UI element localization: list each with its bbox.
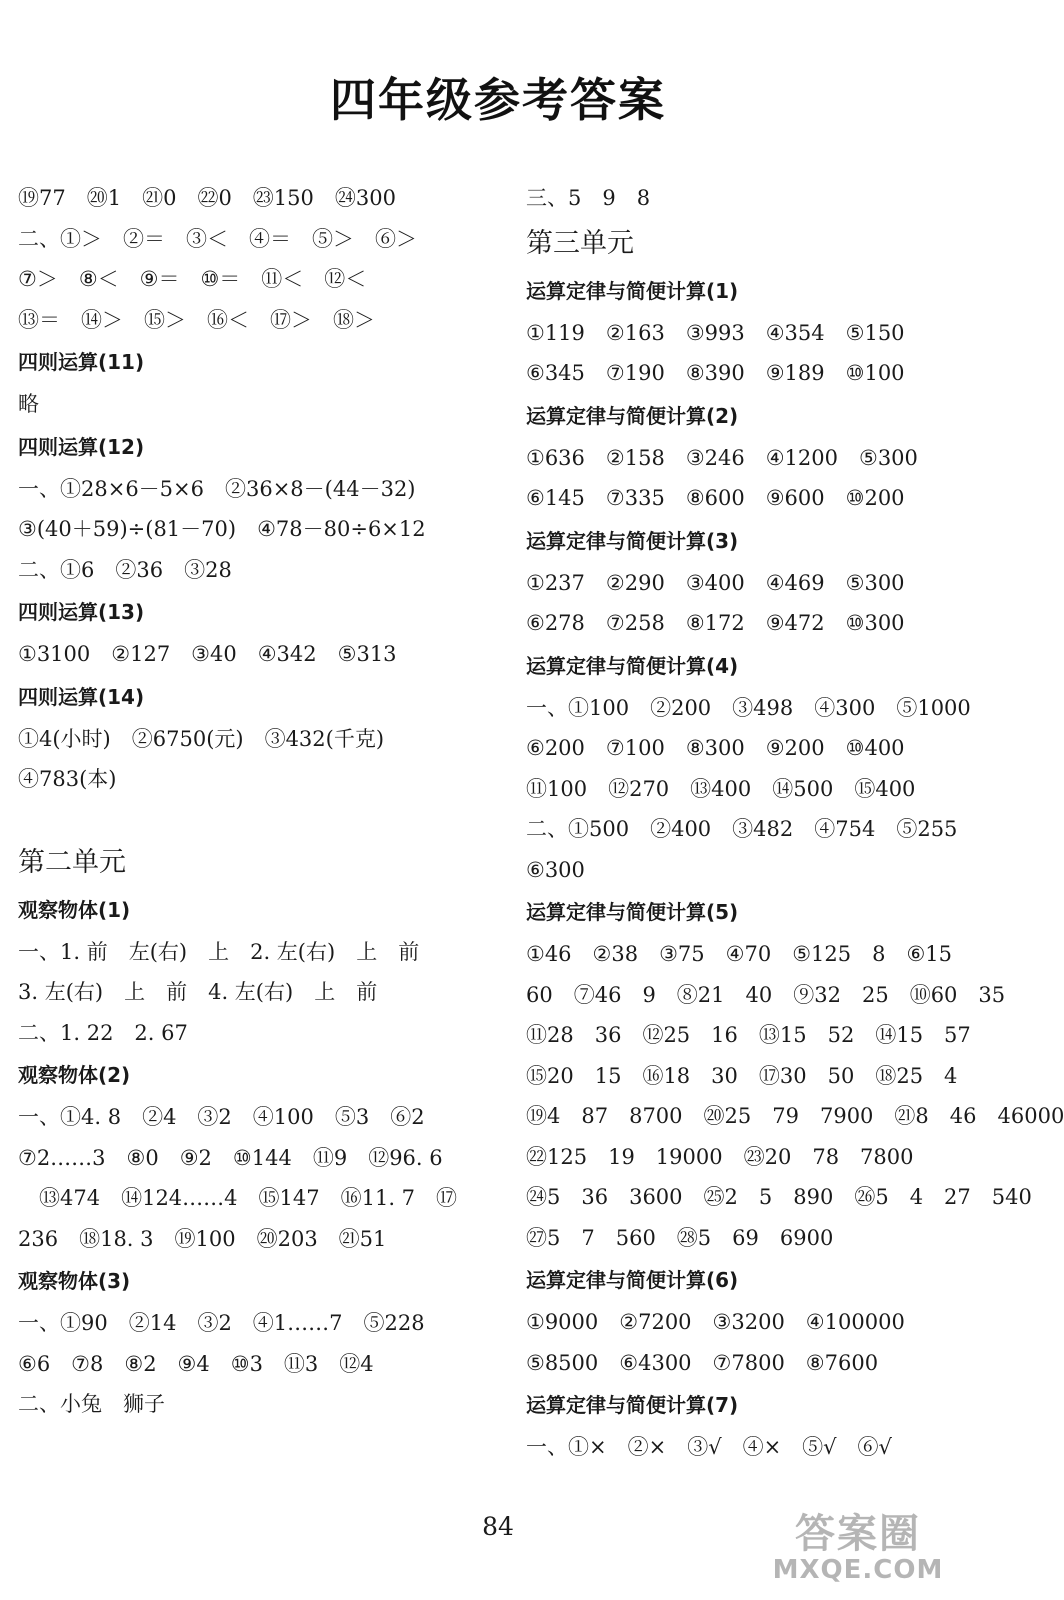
watermark-url: MXQE.COM (772, 1555, 944, 1585)
answer-line: ⑤8500 ⑥4300 ⑦7800 ⑧7600 (526, 1350, 879, 1375)
answer-line: ㉒125 19 19000 ㉓20 78 7800 (526, 1144, 914, 1169)
answer-line: 一、①90 ②14 ③2 ④1……7 ⑤228 (18, 1311, 425, 1335)
section-heading: 四则运算(14) (18, 684, 145, 709)
page-number: 84 (482, 1512, 514, 1541)
answer-line: ①119 ②163 ③993 ④354 ⑤150 (526, 320, 905, 345)
watermark-text: 答案圈 (795, 1511, 921, 1557)
answer-line: ③(40＋59)÷(81－70) ④78－80÷6×12 (18, 517, 426, 541)
answer-line: ㉔5 36 3600 ㉕2 5 890 ㉖5 4 27 540 (526, 1185, 1032, 1209)
answer-line: ⑪100 ⑫270 ⑬400 ⑭500 ⑮400 (526, 776, 916, 801)
section-heading: 观察物体(3) (18, 1269, 131, 1293)
answer-line: ⑥6 ⑦8 ⑧2 ⑨4 ⑩3 ⑪3 ⑫4 (18, 1351, 374, 1376)
answer-line: ⑥200 ⑦100 ⑧300 ⑨200 ⑩400 (526, 736, 905, 760)
left-column (18, 178, 498, 1425)
answer-line: ④783(本) (18, 767, 117, 791)
section-heading: 四则运算(13) (18, 600, 145, 624)
answer-line: 略 (18, 392, 39, 416)
section-heading: 运算定律与简便计算(6) (526, 1268, 739, 1292)
answer-line: ⑮20 15 ⑯18 30 ⑰30 50 ⑱25 4 (526, 1063, 958, 1088)
answer-line: ⑦＞ ⑧＜ ⑨＝ ⑩＝ ⑪＜ ⑫＜ (18, 267, 367, 291)
answer-line: ⑦2……3 ⑧0 ⑨2 ⑩144 ⑪9 ⑫96. 6 (18, 1145, 443, 1170)
answer-line: 一、①4. 8 ②4 ③2 ④100 ⑤3 ⑥2 (18, 1105, 425, 1129)
answer-line: ⑬474 ⑭124……4 ⑮147 ⑯11. 7 ⑰ (18, 1186, 458, 1210)
section-heading: 运算定律与简便计算(7) (526, 1393, 739, 1417)
answer-line: ⑥145 ⑦335 ⑧600 ⑨600 ⑩200 (526, 486, 905, 510)
answer-line: ⑪28 36 ⑫25 16 ⑬15 52 ⑭15 57 (526, 1023, 971, 1047)
answer-line: 60 ⑦46 9 ⑧21 40 ⑨32 25 ⑩60 35 (526, 982, 1006, 1007)
answer-line: 一、①100 ②200 ③498 ④300 ⑤1000 (526, 695, 971, 720)
answer-line: 一、①28×6－5×6 ②36×8－(44－32) (18, 476, 416, 501)
unit-heading: 第二单元 (18, 846, 126, 878)
answer-line: ①46 ②38 ③75 ④70 ⑤125 8 ⑥15 (526, 942, 953, 966)
answer-line: 236 ⑱18. 3 ⑲100 ⑳203 ㉑51 (18, 1226, 387, 1251)
answer-line: ⑲4 87 8700 ⑳25 79 7900 ㉑8 46 46000 (526, 1104, 1064, 1128)
watermark-logo (738, 1512, 978, 1586)
page-title: 四年级参考答案 (330, 73, 666, 127)
answer-line: ⑬＝ ⑭＞ ⑮＞ ⑯＜ ⑰＞ ⑱＞ (18, 307, 375, 332)
answer-line: 一、①× ②× ③√ ④× ⑤√ ⑥√ (526, 1435, 892, 1459)
section-heading: 运算定律与简便计算(4) (526, 653, 739, 678)
answer-line: 二、①6 ②36 ③28 (18, 557, 232, 582)
answer-line: ⑥345 ⑦190 ⑧390 ⑨189 ⑩100 (526, 361, 905, 385)
answer-line: 二、1. 22 2. 67 (18, 1020, 188, 1045)
answer-line: 二、小兔 狮子 (18, 1392, 165, 1416)
answer-line: ⑲77 ⑳1 ㉑0 ㉒0 ㉓150 ㉔300 (18, 186, 396, 210)
answer-line: 二、①＞ ②＝ ③＜ ④＝ ⑤＞ ⑥＞ (18, 226, 417, 251)
section-heading: 运算定律与简便计算(1) (526, 278, 739, 303)
section-heading: 四则运算(11) (18, 350, 145, 374)
section-heading: 运算定律与简便计算(5) (526, 900, 739, 924)
answer-line: ①4(小时) ②6750(元) ③432(千克) (18, 726, 385, 751)
answer-line: ①3100 ②127 ③40 ④342 ⑤313 (18, 642, 397, 666)
section-heading: 四则运算(12) (18, 434, 145, 459)
section-heading: 观察物体(1) (18, 897, 131, 922)
section-heading: 观察物体(2) (18, 1063, 131, 1087)
answer-line: ⑥300 (526, 857, 585, 882)
answer-line: ①636 ②158 ③246 ④1200 ⑤300 (526, 445, 918, 470)
section-heading: 运算定律与简便计算(2) (526, 403, 739, 428)
answer-line: 一、1. 前 左(右) 上 2. 左(右) 上 前 (18, 939, 420, 964)
answer-line: 3. 左(右) 上 前 4. 左(右) 上 前 (18, 980, 378, 1004)
answer-line: ㉗5 7 560 ㉘5 69 6900 (526, 1225, 834, 1250)
answer-line: ①237 ②290 ③400 ④469 ⑤300 (526, 570, 905, 595)
answer-line: 三、5 9 8 (526, 186, 651, 210)
right-column (526, 178, 1064, 1468)
section-heading: 运算定律与简便计算(3) (526, 528, 739, 553)
answer-line: 二、①500 ②400 ③482 ④754 ⑤255 (526, 817, 958, 841)
unit-heading: 第三单元 (526, 227, 634, 259)
answer-line: ⑥278 ⑦258 ⑧172 ⑨472 ⑩300 (526, 611, 905, 635)
answer-line: ①9000 ②7200 ③3200 ④100000 (526, 1310, 905, 1334)
